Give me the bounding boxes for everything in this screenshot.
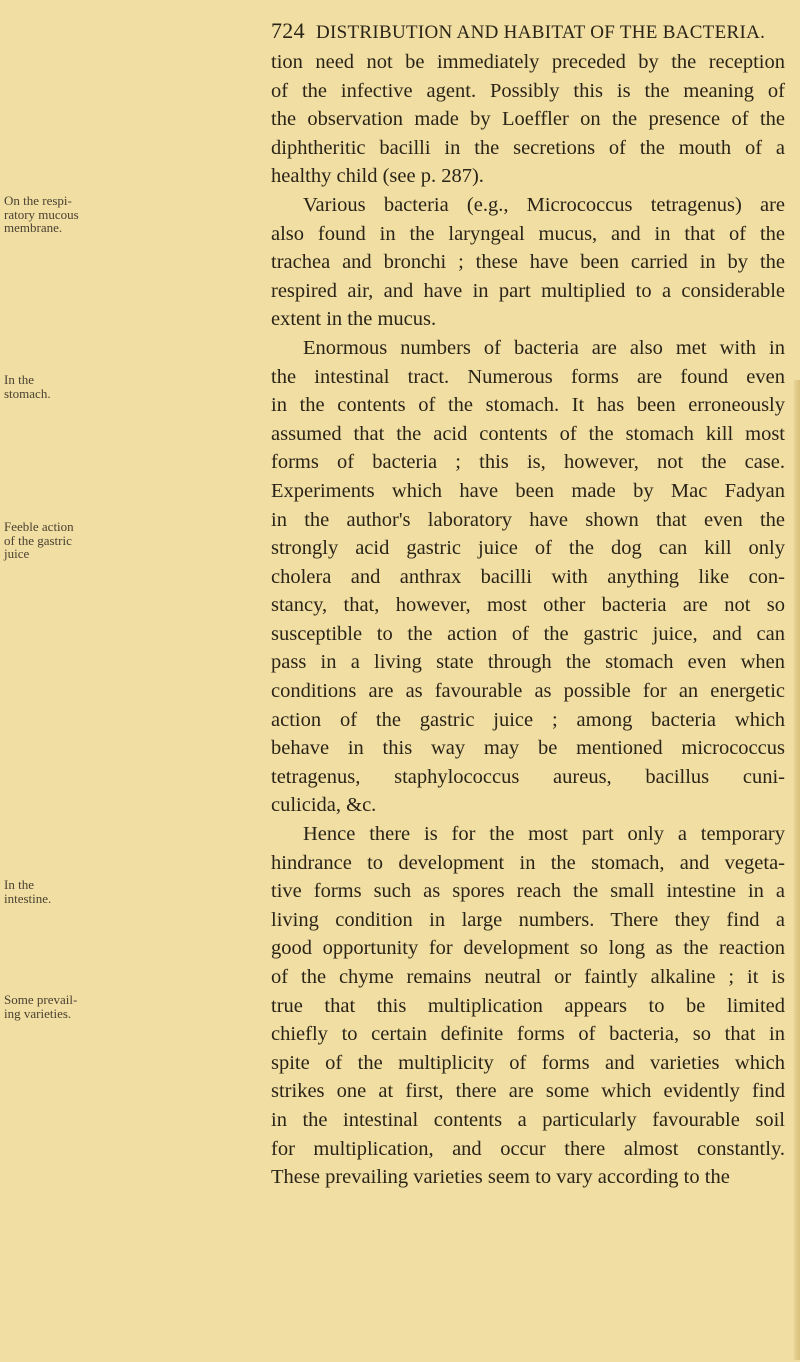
text-line: in the intestinal contents a particularly favourable soil bbox=[271, 1108, 785, 1131]
margin-note-line: ratory mucous bbox=[4, 206, 79, 222]
text-line: Enormous numbers of bacteria are also met with in bbox=[303, 336, 785, 359]
text-line: culicida, &c. bbox=[271, 794, 377, 817]
margin-note bbox=[4, 993, 77, 1020]
text-line: Experiments which have been made by Mac Fadyan bbox=[271, 479, 785, 502]
text-line: also found in the laryngeal mucus, and in that of the bbox=[271, 222, 785, 245]
margin-note-line: Some prevail- bbox=[4, 992, 78, 1007]
text-line: the intestinal tract. Numerous forms are found even bbox=[271, 365, 785, 388]
text-line: living condition in large numbers. There they find a bbox=[271, 908, 785, 931]
text-line: healthy child (see p. 287). bbox=[271, 165, 484, 188]
text-line: true that this multiplication appears to be limited bbox=[271, 994, 785, 1017]
margin-note-line: ing varieties. bbox=[4, 1005, 72, 1021]
text-line: conditions are as favourable as possible for an energetic bbox=[271, 680, 785, 703]
margin-note-line: juice bbox=[4, 546, 30, 561]
text-line: Hence there is for the most part only a temporary bbox=[303, 823, 785, 846]
margin-note bbox=[4, 520, 74, 561]
text-line: good opportunity for development so long as the reaction bbox=[271, 937, 785, 960]
text-line: These prevailing varieties seem to vary according to the bbox=[271, 1166, 730, 1189]
margin-note-line: In the bbox=[4, 372, 34, 387]
text-line: trachea and bronchi ; these have been carried in by the bbox=[271, 251, 785, 274]
text-line: tion need not be immediately preceded by the reception bbox=[271, 51, 785, 73]
margin-note bbox=[4, 373, 51, 400]
text-line: cholera and anthrax bacilli with anything like con- bbox=[271, 565, 785, 588]
text-line: forms of bacteria ; this is, however, not the case. bbox=[271, 451, 785, 474]
text-line: stancy, that, however, most other bacteria are not so bbox=[271, 594, 785, 617]
body-text bbox=[271, 48, 785, 1192]
text-line: of the infective agent. Possibly this is the meaning of bbox=[271, 79, 785, 102]
text-line: of the chyme remains neutral or faintly alkaline ; it is bbox=[271, 966, 785, 988]
text-line: in the contents of the stomach. It has been erroneously bbox=[271, 394, 785, 417]
margin-note bbox=[4, 878, 51, 905]
margin-note bbox=[4, 194, 79, 235]
margin-note-line: intestine. bbox=[4, 890, 52, 906]
running-title: DISTRIBUTION AND HABITAT OF THE BACTERIA. bbox=[315, 22, 766, 43]
text-line: respired air, and have in part multiplied to a considerable bbox=[271, 279, 785, 302]
text-line: pass in a living state through the stomach even when bbox=[271, 651, 785, 674]
text-line: susceptible to the action of the gastric juice, and can bbox=[271, 622, 785, 645]
margin-note-line: Feeble action bbox=[4, 519, 74, 534]
margin-note-line: On the respi- bbox=[4, 193, 72, 208]
text-line: diphtheritic bacilli in the secretions of the mouth of a bbox=[271, 136, 785, 159]
text-line: extent in the mucus. bbox=[271, 308, 437, 331]
text-line: action of the gastric juice ; among bacteria which bbox=[271, 708, 785, 731]
text-line: assumed that the acid contents of the stomach kill most bbox=[271, 422, 785, 445]
running-header bbox=[271, 18, 765, 44]
page-edge bbox=[794, 380, 800, 1360]
text-line: hindrance to development in the stomach, and vegeta- bbox=[271, 851, 785, 874]
margin-note-line: In the bbox=[4, 877, 34, 892]
page-number: 724 bbox=[271, 18, 305, 43]
text-line: in the author's laboratory have shown that even the bbox=[271, 508, 785, 531]
text-line: strikes one at first, there are some which evidently find bbox=[271, 1080, 785, 1103]
text-line: tive forms such as spores reach the small intestine in a bbox=[271, 880, 785, 903]
margin-note-line: membrane. bbox=[4, 220, 63, 235]
text-line: for multiplication, and occur there almost constantly. bbox=[271, 1137, 785, 1160]
text-line: chiefly to certain definite forms of bacteria, so that in bbox=[271, 1023, 785, 1046]
margin-note-line: stomach. bbox=[4, 385, 51, 401]
margin-note-line: of the gastric bbox=[4, 532, 72, 548]
text-line: behave in this way may be mentioned micrococcus bbox=[271, 737, 785, 760]
text-line: Various bacteria (e.g., Micrococcus tetragenus) are bbox=[303, 193, 785, 216]
text-line: the observation made by Loeffler on the presence of the bbox=[271, 108, 785, 131]
text-line: strongly acid gastric juice of the dog can kill only bbox=[271, 537, 785, 560]
text-line: spite of the multiplicity of forms and varieties which bbox=[271, 1051, 785, 1074]
text-line: tetragenus, staphylococcus aureus, bacillus cuni- bbox=[271, 765, 785, 788]
